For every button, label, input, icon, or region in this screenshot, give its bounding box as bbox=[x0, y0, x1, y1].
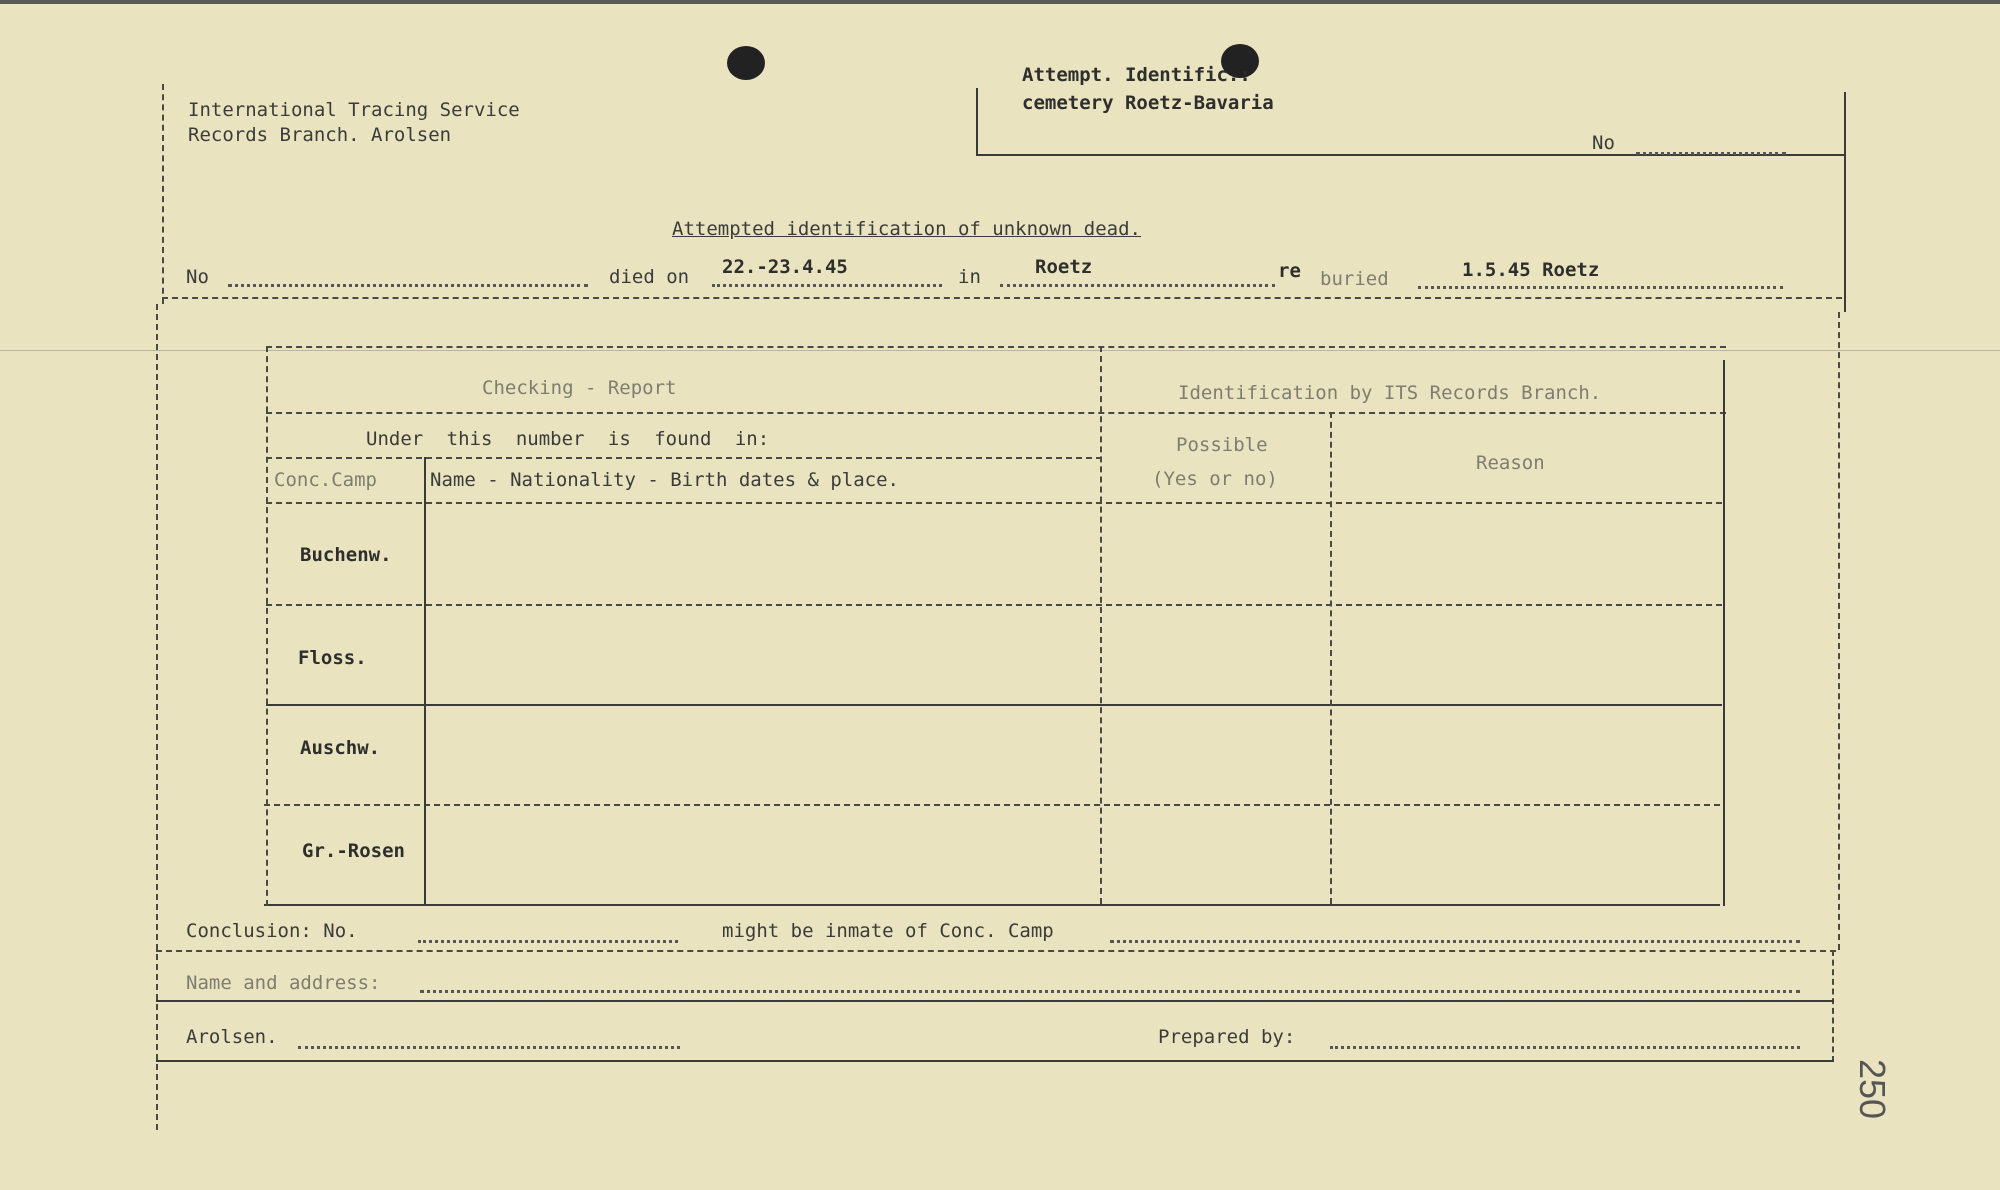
in-dotted-line bbox=[1000, 284, 1275, 287]
conclusion-dotted-line-2 bbox=[1110, 940, 1800, 943]
attempt-line-2: cemetery Roetz-Bavaria bbox=[1022, 92, 1274, 114]
died-on-value: 22.-23.4.45 bbox=[722, 256, 848, 278]
attempt-box-left-border bbox=[976, 88, 978, 154]
table-header-bottom bbox=[266, 502, 1722, 504]
org-line-2: Records Branch. Arolsen bbox=[188, 124, 452, 146]
camp-column-divider bbox=[424, 457, 426, 904]
record-card bbox=[0, 4, 2000, 1190]
buried-label: buried bbox=[1320, 268, 1389, 290]
attempt-line-1: Attempt. Identific.: bbox=[1022, 64, 1251, 86]
table-top-border bbox=[266, 346, 1726, 348]
table-sub-divider bbox=[266, 457, 1102, 459]
card-left-border-lower bbox=[156, 304, 158, 1130]
record-no-dotted-line bbox=[228, 284, 588, 287]
table-right-border bbox=[1723, 360, 1725, 906]
checking-report-heading: Checking - Report bbox=[482, 377, 677, 399]
table-bottom-border bbox=[264, 904, 1720, 906]
possible-header: Possible bbox=[1176, 434, 1268, 456]
form-title: Attempted identification of unknown dead. bbox=[672, 218, 1141, 240]
in-value: Roetz bbox=[1035, 256, 1093, 278]
camp-row-label: Floss. bbox=[298, 647, 367, 669]
reason-header: Reason bbox=[1476, 452, 1545, 474]
name-address-dotted-line bbox=[420, 990, 1800, 993]
conclusion-dotted-line-1 bbox=[418, 940, 678, 943]
name-column-header: Name - Nationality - Birth dates & place. bbox=[430, 469, 899, 491]
conclusion-label: Conclusion: No. bbox=[186, 920, 358, 942]
conc-camp-header: Conc.Camp bbox=[274, 469, 377, 491]
name-address-underline bbox=[156, 1000, 1834, 1002]
yes-or-no-header: (Yes or no) bbox=[1152, 468, 1278, 490]
table-section-divider bbox=[266, 412, 1726, 414]
buried-dotted-line bbox=[1418, 286, 1783, 289]
name-address-label: Name and address: bbox=[186, 972, 381, 994]
arolsen-label: Arolsen. bbox=[186, 1026, 278, 1048]
card-fold-line bbox=[0, 350, 2000, 351]
punch-hole-left bbox=[727, 46, 765, 80]
died-on-label: died on bbox=[609, 266, 690, 288]
record-line-underline bbox=[162, 297, 1842, 299]
record-no-label: No bbox=[186, 266, 209, 288]
row-divider-3 bbox=[264, 804, 1720, 806]
conclusion-underline bbox=[156, 950, 1836, 952]
card-right-border-upper bbox=[1844, 92, 1846, 312]
buried-value: 1.5.45 Roetz bbox=[1462, 259, 1600, 281]
row-divider-2 bbox=[266, 704, 1722, 706]
might-be-inmate-label: might be inmate of Conc. Camp bbox=[722, 920, 1054, 942]
org-line-1: International Tracing Service bbox=[188, 99, 520, 121]
in-label: in bbox=[958, 266, 981, 288]
header-no-dotted-line bbox=[1636, 152, 1786, 155]
re-label: re bbox=[1278, 260, 1301, 282]
archive-page-number: 250 bbox=[1852, 1059, 1893, 1120]
camp-row-label: Gr.-Rosen bbox=[302, 840, 405, 862]
section-column-divider bbox=[1100, 346, 1102, 904]
row-divider-1 bbox=[266, 604, 1722, 606]
card-bottom-line bbox=[156, 1060, 1834, 1062]
camp-row-label: Buchenw. bbox=[300, 544, 392, 566]
under-number-heading: Under this number is found in: bbox=[366, 428, 770, 450]
prepared-by-label: Prepared by: bbox=[1158, 1026, 1296, 1048]
died-on-dotted-line bbox=[712, 284, 942, 287]
identification-heading: Identification by ITS Records Branch. bbox=[1178, 382, 1602, 404]
camp-row-label: Auschw. bbox=[300, 737, 381, 759]
prepared-by-dotted-line bbox=[1330, 1046, 1800, 1049]
card-left-border-upper bbox=[162, 84, 164, 304]
header-no-label: No bbox=[1592, 132, 1615, 154]
card-right-border-lower bbox=[1838, 312, 1840, 950]
arolsen-dotted-line bbox=[298, 1046, 680, 1049]
footer-right-border bbox=[1832, 950, 1834, 1062]
possible-column-divider bbox=[1330, 412, 1332, 904]
table-left-border bbox=[266, 346, 268, 906]
